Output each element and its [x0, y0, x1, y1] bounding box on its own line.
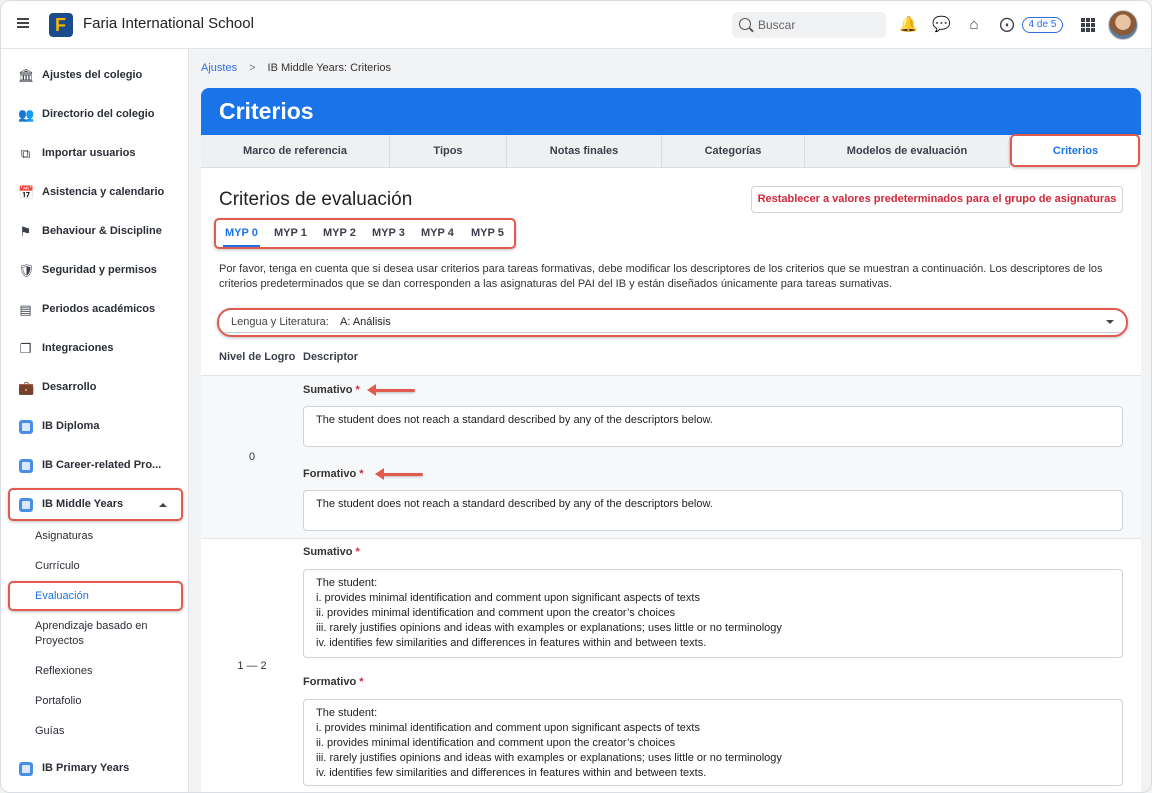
school-logo[interactable]	[49, 13, 73, 37]
sidebar-item-label: Ajustes del colegio	[42, 69, 143, 81]
tab-myp-1[interactable]: MYP 1	[274, 227, 307, 239]
descriptor-line: iv. identifies few similarities and differences in features within and between texts.	[316, 767, 707, 779]
search-icon	[739, 18, 751, 30]
breadcrumb-current: IB Middle Years: Criterios	[267, 62, 392, 74]
notice-text	[219, 262, 1124, 292]
flag-icon: ⚑	[19, 224, 32, 239]
descriptor-line: iii. rarely justifies opinions and ideas with examples or explanations; uses little or no terminology	[316, 622, 782, 634]
sidebar-item-label: Desarrollo	[42, 381, 97, 393]
descriptor-line: The student does not reach a standard described by any of the descriptors below.	[316, 414, 713, 426]
sumativo-label	[303, 384, 360, 396]
sidebar-item-directorio[interactable]	[1, 100, 189, 130]
select-label: Lengua y Literatura:	[231, 316, 329, 328]
apps-grid-icon[interactable]	[1081, 18, 1095, 32]
sidebar-item-label: Integraciones	[42, 342, 114, 354]
sidebar-item-label: Importar usuarios	[42, 147, 136, 159]
main-card	[201, 88, 1141, 793]
ib-icon	[19, 420, 33, 434]
descriptor-line: The student:	[316, 577, 378, 589]
tab-categorias[interactable]: Categorías	[662, 135, 805, 168]
descriptor-line: iii. rarely justifies opinions and ideas with examples or explanations; uses little or no terminology	[316, 752, 782, 764]
descriptor-line: ii. provides minimal identification and comment upon the creator’s choices	[316, 737, 676, 749]
sumativo-label	[303, 546, 360, 558]
formativo-label	[303, 676, 363, 688]
tab-myp-2[interactable]: MYP 2	[323, 227, 356, 239]
sidebar-item-periodos[interactable]	[1, 295, 189, 325]
home-icon[interactable]: ⌂	[969, 16, 979, 33]
search-input[interactable]: Buscar	[758, 18, 796, 32]
tab-modelos-de-evaluacion[interactable]: Modelos de evaluación	[805, 135, 1010, 168]
column-header-level: Nivel de Logro	[219, 351, 296, 363]
breadcrumb-separator: >	[249, 62, 256, 74]
annotation-arrow	[381, 473, 423, 476]
sidebar-item-asistencia[interactable]	[1, 178, 189, 208]
sidebar-item-label: IB Diploma	[42, 420, 100, 432]
sidebar-item-ajustes[interactable]	[1, 61, 189, 91]
sumativo-descriptor-field[interactable]	[303, 569, 1123, 658]
import-icon: ⧉	[20, 146, 31, 161]
tab-myp-3[interactable]: MYP 3	[372, 227, 405, 239]
sidebar-item-label: Periodos académicos	[42, 303, 156, 315]
table-row	[201, 375, 1141, 538]
table-row	[201, 538, 1141, 793]
annotation-arrow	[373, 389, 415, 392]
sidebar-item-integraciones[interactable]	[1, 334, 189, 364]
descriptor-line: i. provides minimal identification and comment upon significant aspects of texts	[316, 722, 700, 734]
sidebar-item-label: Directorio del colegio	[42, 108, 155, 120]
avatar[interactable]	[1108, 10, 1138, 40]
sidebar-item-label: Seguridad y permisos	[42, 264, 157, 276]
tab-myp-4[interactable]: MYP 4	[421, 227, 454, 239]
page-title: Criterios	[219, 98, 314, 124]
highlight-myp-tabs	[214, 218, 516, 249]
sidebar-item-label: IB Primary Years	[42, 762, 130, 774]
breadcrumb-root-link[interactable]: Ajustes	[201, 62, 238, 74]
bank-icon: 🏛	[18, 68, 35, 83]
sidebar-item-importar[interactable]	[1, 139, 189, 169]
school-name[interactable]: Faria International School	[83, 15, 254, 32]
formativo-descriptor-field[interactable]	[303, 490, 1123, 531]
descriptor-line: i. provides minimal identification and comment upon significant aspects of texts	[316, 592, 700, 604]
chat-icon[interactable]: 💬	[932, 16, 951, 33]
sidebar-item-label: Behaviour & Discipline	[42, 225, 162, 237]
tab-myp-5[interactable]: MYP 5	[471, 227, 504, 239]
formativo-label	[303, 468, 363, 480]
people-icon: 👥	[18, 107, 35, 122]
sidebar-subitem-curriculo[interactable]: Currículo	[35, 560, 80, 572]
tab-myp-0[interactable]: MYP 0	[225, 227, 258, 239]
card-icon: ▤	[19, 302, 32, 317]
sumativo-label-text: Sumativo	[303, 546, 353, 558]
sidebar-subitem-aprendizaje[interactable]: Aprendizaje basado en	[35, 620, 148, 632]
formativo-descriptor-field[interactable]	[303, 699, 1123, 786]
descriptor-line: The student does not reach a standard described by any of the descriptors below.	[316, 498, 713, 510]
notice-line: Por favor, tenga en cuenta que si desea usar criterios para tareas formativas, debe modificar los descriptores de los criterios que se muestran a continuación. Los descriptores de los	[219, 263, 1103, 275]
sidebar-item-seguridad[interactable]	[1, 256, 189, 286]
formativo-label-text: Formativo	[303, 468, 357, 480]
sidebar	[1, 49, 189, 793]
sumativo-descriptor-field[interactable]	[303, 406, 1123, 447]
counter-badge[interactable]: 4 de 5	[1022, 17, 1063, 33]
page-banner	[201, 88, 1141, 135]
descriptor-line: iv. identifies few similarities and differences in features within and between texts.	[316, 637, 707, 649]
breadcrumb	[201, 62, 391, 74]
highlight-criterion-select	[217, 308, 1128, 337]
required-mark: *	[359, 676, 364, 688]
briefcase-icon: 💼	[18, 380, 35, 395]
level-value: 0	[248, 451, 256, 463]
sidebar-subitem-evaluacion[interactable]: Evaluación	[35, 590, 89, 602]
sidebar-subitem-reflexiones[interactable]: Reflexiones	[35, 665, 93, 677]
tab-criterios[interactable]: Criterios	[1010, 135, 1141, 168]
descriptor-line: ii. provides minimal identification and comment upon the creator’s choices	[316, 607, 676, 619]
search-box[interactable]	[732, 12, 886, 38]
highlight-evaluacion	[8, 581, 183, 611]
lifebuoy-icon[interactable]: ⨀	[999, 16, 1015, 33]
sidebar-item-label: IB Middle Years	[42, 498, 124, 510]
tab-tipos[interactable]: Tipos	[390, 135, 507, 168]
required-mark: *	[355, 546, 360, 558]
required-mark: *	[359, 468, 364, 480]
section-title: Criterios de evaluación	[219, 189, 413, 210]
bell-icon[interactable]: 🔔	[899, 16, 918, 33]
required-mark: *	[355, 384, 360, 396]
sidebar-item-ib-career[interactable]	[1, 451, 189, 481]
ib-icon	[19, 459, 33, 473]
tab-bar	[201, 135, 1141, 168]
sidebar-subitem-asignaturas[interactable]: Asignaturas	[35, 530, 94, 542]
menu-icon[interactable]	[17, 18, 29, 28]
sidebar-subitem-portafolio[interactable]: Portafolio	[35, 695, 82, 707]
sidebar-item-label: IB Career-related Pro...	[42, 459, 162, 471]
level-value: 1 — 2	[237, 660, 267, 672]
notice-line: criterios predeterminados que se dan corresponden a las asignaturas del PAI del IB y están diseñados únicamente para tareas sumativas.	[219, 278, 893, 290]
calendar-icon: 📅	[18, 185, 35, 200]
sidebar-item-desarrollo[interactable]	[1, 373, 189, 403]
tab-marco-de-referencia[interactable]: Marco de referencia	[201, 135, 390, 168]
ib-icon	[19, 762, 33, 776]
sidebar-item-ib-diploma[interactable]	[1, 412, 189, 442]
descriptor-line: The student:	[316, 707, 378, 719]
shield-icon: 🛡	[18, 263, 35, 278]
sidebar-subitem-aprendizaje-line2[interactable]: Proyectos	[35, 635, 84, 647]
sidebar-item-behaviour[interactable]	[1, 217, 189, 247]
sidebar-subitem-guias[interactable]: Guías	[35, 725, 65, 737]
integrations-icon: ❐	[19, 341, 32, 356]
reset-defaults-button[interactable]: Restablecer a valores predeterminados para el grupo de asignaturas	[751, 186, 1123, 213]
sumativo-label-text: Sumativo	[303, 384, 353, 396]
sidebar-item-ib-primary-years[interactable]	[1, 754, 189, 784]
highlight-tab-criterios	[1010, 134, 1140, 167]
top-bar	[1, 1, 1151, 49]
formativo-label-text: Formativo	[303, 676, 357, 688]
select-value: A: Análisis	[340, 316, 391, 328]
column-header-descriptor: Descriptor	[303, 351, 359, 363]
sidebar-item-label: Asistencia y calendario	[42, 186, 165, 198]
tab-notas-finales[interactable]: Notas finales	[507, 135, 662, 168]
highlight-ib-middle-years	[8, 488, 183, 521]
